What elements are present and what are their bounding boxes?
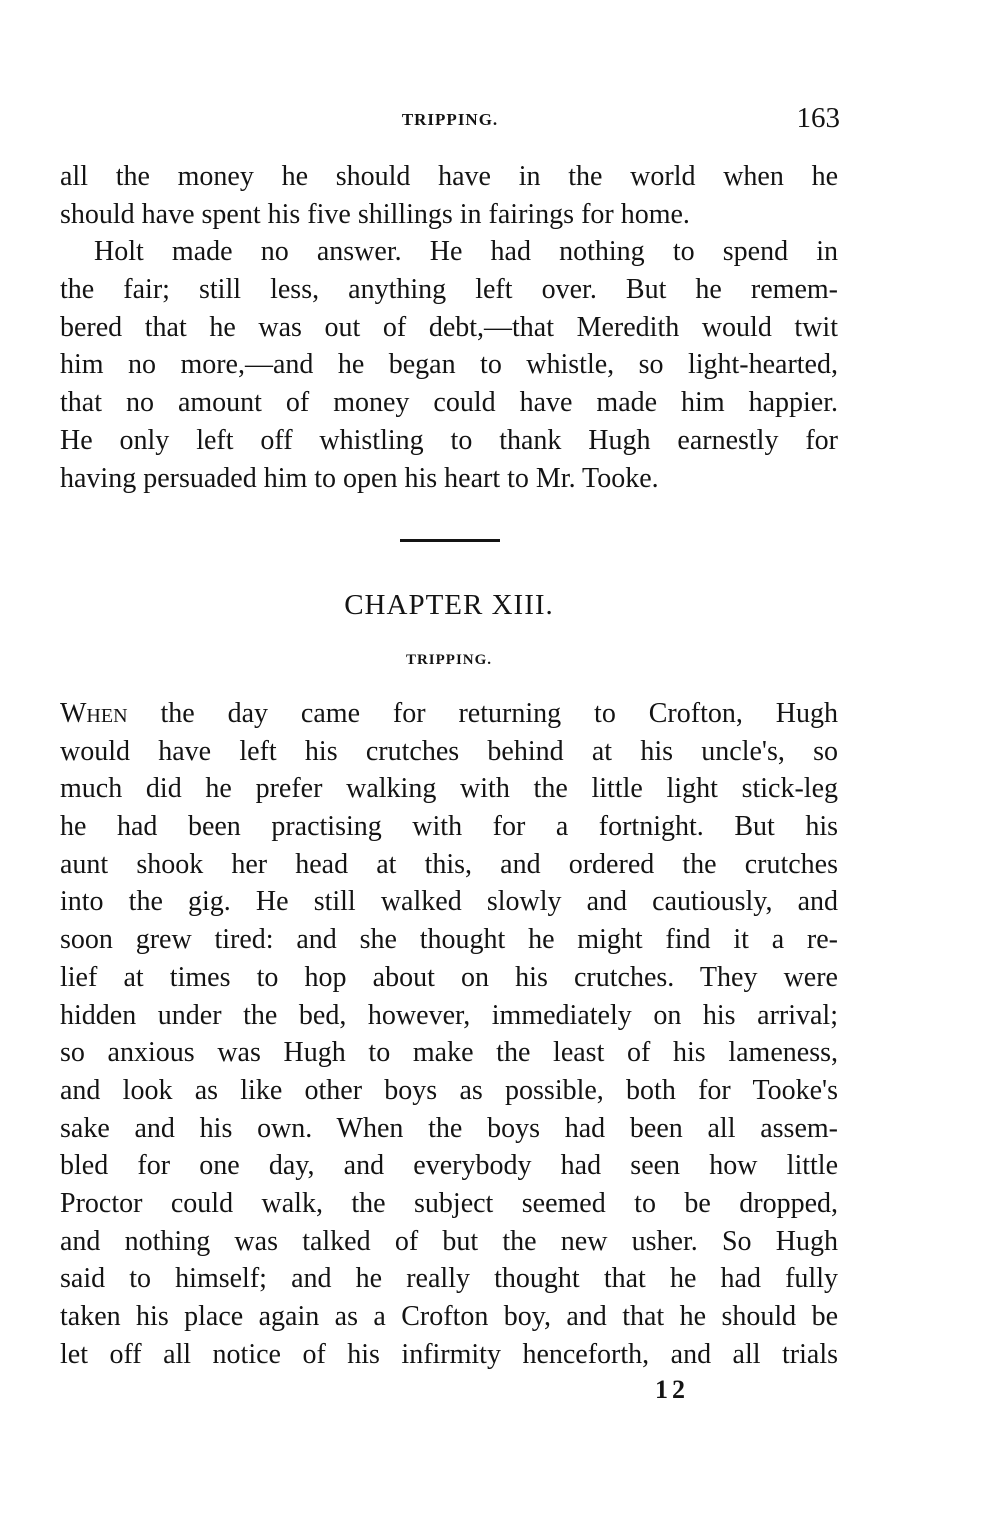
text-line: Proctor could walk, the subject seemed to be dropped,	[60, 1187, 838, 1219]
chapter-heading: CHAPTER XIII.	[344, 589, 554, 621]
continued-text	[60, 158, 838, 497]
text-line: into the gig. He still walked slowly and cautiously, and	[60, 886, 838, 918]
text-line: Holt made no answer. He had nothing to spend in	[94, 236, 838, 268]
chapter-text	[60, 695, 838, 1373]
page-number: 163	[796, 102, 840, 134]
text-line: lief at times to hop about on his crutches. They were	[60, 961, 838, 993]
text-line: that no amount of money could have made him happier.	[60, 387, 838, 419]
text-line: He only left off whistling to thank Hugh earnestly for	[60, 424, 838, 456]
text-line: and look as like other boys as possible, both for Tooke's	[60, 1074, 838, 1106]
text-line: the fair; still less, anything left over. But he remem-	[60, 274, 838, 306]
text-line: him no more,—and he began to whistle, so light-hearted,	[60, 349, 838, 381]
chapter-subtitle: TRIPPING.	[405, 652, 493, 668]
signature-mark: 12	[655, 1375, 689, 1404]
running-head	[60, 104, 840, 140]
text-line: would have left his crutches behind at his uncle's, so	[60, 735, 838, 767]
section-divider	[400, 539, 500, 542]
opening-word: When	[60, 698, 128, 729]
text-line: much did he prefer walking with the little light stick-leg	[60, 773, 838, 805]
text-line: taken his place again as a Crofton boy, and that he should be	[60, 1301, 838, 1332]
text-line: hidden under the bed, however, immediately on his arrival;	[60, 999, 838, 1031]
text-line: bled for one day, and everybody had seen how little	[60, 1150, 838, 1182]
text-line: said to himself; and he really thought that he had fully	[60, 1263, 838, 1295]
opening-line-rest: the day came for returning to Crofton, Hugh	[127, 698, 838, 729]
text-line	[60, 695, 838, 733]
text-line: let off all notice of his infirmity henceforth, and all trials	[60, 1338, 838, 1370]
text-line: so anxious was Hugh to make the least of his lameness,	[60, 1037, 838, 1069]
text-line: sake and his own. When the boys had been all assem-	[60, 1112, 838, 1144]
text-line: should have spent his five shillings in fairings for home.	[60, 198, 690, 230]
text-line: soon grew tired: and she thought he might find it a re-	[60, 924, 838, 956]
text-line: bered that he was out of debt,—that Meredith would twit	[60, 311, 838, 343]
text-line: he had been practising with for a fortnight. But his	[60, 811, 838, 843]
text-line: aunt shook her head at this, and ordered the crutches	[60, 848, 838, 880]
text-line: all the money he should have in the world when he	[60, 161, 838, 192]
text-line: and nothing was talked of but the new usher. So Hugh	[60, 1225, 838, 1257]
running-title: TRIPPING.	[401, 110, 499, 129]
text-line: having persuaded him to open his heart to Mr. Tooke.	[60, 462, 659, 494]
